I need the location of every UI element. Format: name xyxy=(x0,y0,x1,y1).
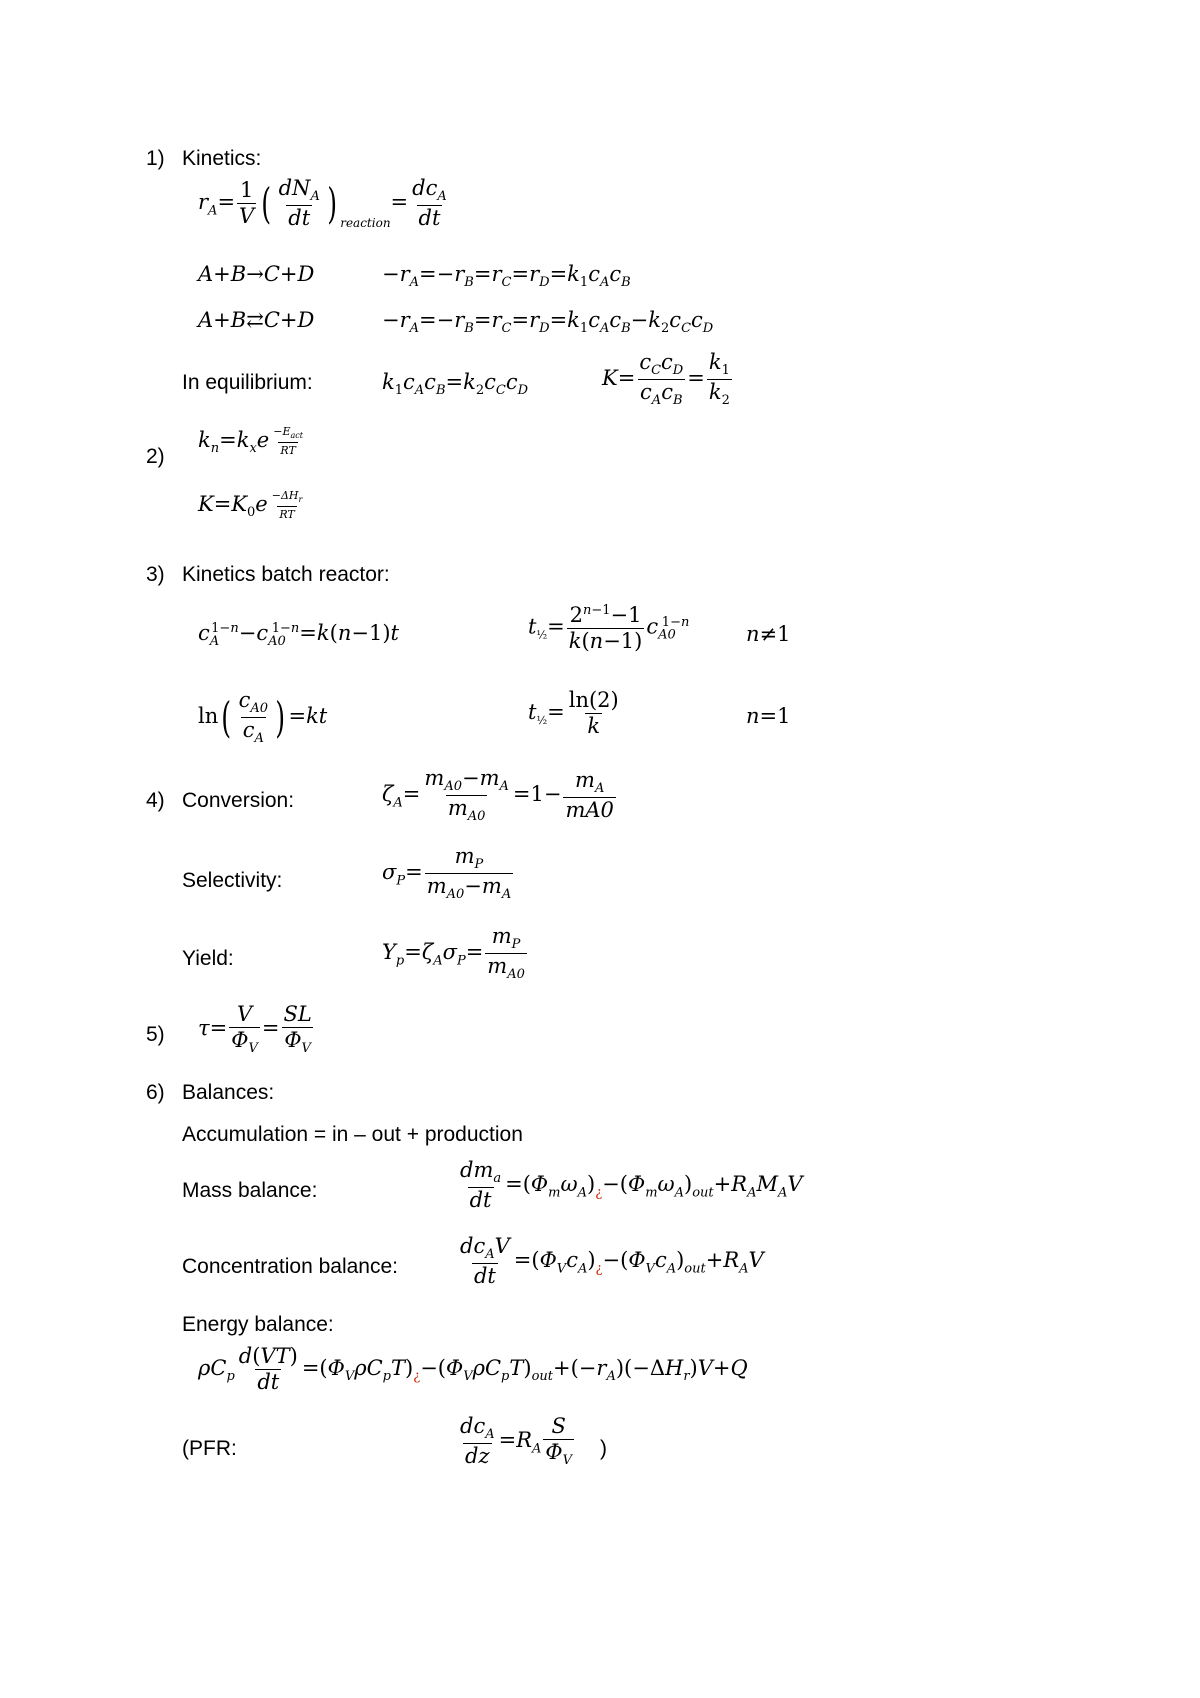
formula-batch-order-n: $c_A^{1-n}-c_{A0}^{1-n}=k(n-1)t$ xyxy=(198,621,399,650)
formula-mass-balance: $\frac{dm_a}{dt}$ $=(\Phi_m\omega_A)_¿-(\Phi_m\omega_A)_{out}+R_AM_AV$ xyxy=(460,1158,803,1213)
section-number-2: 2) xyxy=(146,445,165,468)
section-number-5: 5) xyxy=(146,1023,165,1046)
label-in-equilibrium: In equilibrium: xyxy=(182,371,313,394)
formula-irreversible-reaction: A+B→C+D xyxy=(198,262,315,286)
label-selectivity: Selectivity: xyxy=(182,869,283,892)
formula-residence-time: τ= $\frac{V}{\Phi_V}$ = $\frac{SL}{\Phi_V}$ xyxy=(198,1002,312,1057)
formula-reversible-rate: $-r_A=-r_B=r_C=r_D=k_1c_Ac_B-k_2c_Cc_D$ xyxy=(382,308,714,337)
section-number-6: 6) xyxy=(146,1081,165,1104)
pfr-closing-paren: ) xyxy=(600,1437,607,1460)
label-energy-balance: Energy balance: xyxy=(182,1313,334,1336)
formula-rate-definition: $r_A=$ $\frac{1}{V}$ ( $\frac{dN_A}{dt}$ ) $_{reaction}$= $\frac{dc_A}{dt}$ xyxy=(198,176,447,231)
condition-n-equals-1: n=1 xyxy=(746,704,791,728)
condition-n-not-1: n≠1 xyxy=(746,622,791,646)
formula-equilibrium-constant: K= $\frac{c_Cc_D}{c_Ac_B}$ = $\frac{k_1}{k_2}$ xyxy=(602,350,730,409)
formula-vant-hoff: $K=K_0e$ $\frac{-\Delta H_r}{RT}$ xyxy=(198,489,303,522)
formula-batch-order-1: ln( $\frac{c_{A0}}{c_A}$ ) =kt xyxy=(198,688,328,747)
formula-pfr: $\frac{dc_A}{dz}$ $=R_A$ $\frac{S}{\Phi_V}$ xyxy=(460,1414,573,1469)
label-conversion: Conversion: xyxy=(182,789,295,812)
section-title-kinetics: Kinetics: xyxy=(182,147,262,170)
label-pfr: (PFR: xyxy=(182,1437,237,1460)
formula-yield: $Y_p=\zeta_A\sigma_P=$ $\frac{m_P}{m_{A0}}$ xyxy=(382,924,525,983)
formula-irreversible-rate: $-r_A=-r_B=r_C=r_D=k_1c_Ac_B$ xyxy=(382,262,631,291)
formula-energy-balance: $\rho C_p$ $\frac{d(VT)}{dt}$ $=(\Phi_V\rho C_pT)_¿-(\Phi_V\rho C_pT)_{out}+(-r_A)(-\Delta H_r)V+Q$ xyxy=(198,1344,748,1394)
section-number-1: 1) xyxy=(146,147,165,170)
section-number-4: 4) xyxy=(146,789,165,812)
formula-concentration-balance: $\frac{dc_AV}{dt}$ $=(\Phi_Vc_A)_¿-(\Phi_Vc_A)_{out}+R_AV$ xyxy=(460,1234,764,1289)
formula-arrhenius: $k_n=k_xe$ $\frac{-E_{act}}{RT}$ xyxy=(198,425,303,458)
formula-selectivity: $\sigma_P=$ $\frac{m_P}{m_{A0}-m_A}$ xyxy=(382,844,512,903)
label-yield: Yield: xyxy=(182,947,234,970)
section-title-balances: Balances: xyxy=(182,1081,275,1104)
label-mass-balance: Mass balance: xyxy=(182,1179,318,1202)
formula-conversion: $\zeta_A=$ $\frac{m_{A0}-m_A}{m_{A0}}$ =1− $\frac{m_A}{mA0}$ xyxy=(382,766,614,825)
formula-half-life-order-1: $t_{\frac{1}{2}}=$ $\frac{\ln(2)}{k}$ xyxy=(528,688,619,738)
formula-equilibrium-condition: $k_1c_Ac_B=k_2c_Cc_D$ xyxy=(382,370,529,399)
label-concentration-balance: Concentration balance: xyxy=(182,1255,398,1278)
accumulation-statement: Accumulation = in – out + production xyxy=(182,1123,523,1146)
section-title-batch-kinetics: Kinetics batch reactor: xyxy=(182,563,390,586)
formula-half-life-order-n: $t_{\frac{1}{2}}=$ $\frac{2^{n-1}-1}{k(n-1)}$ $c_{A0}^{1-n}$ xyxy=(528,603,690,653)
section-number-3: 3) xyxy=(146,563,165,586)
formula-reversible-reaction: A+B⇄C+D xyxy=(198,308,315,332)
